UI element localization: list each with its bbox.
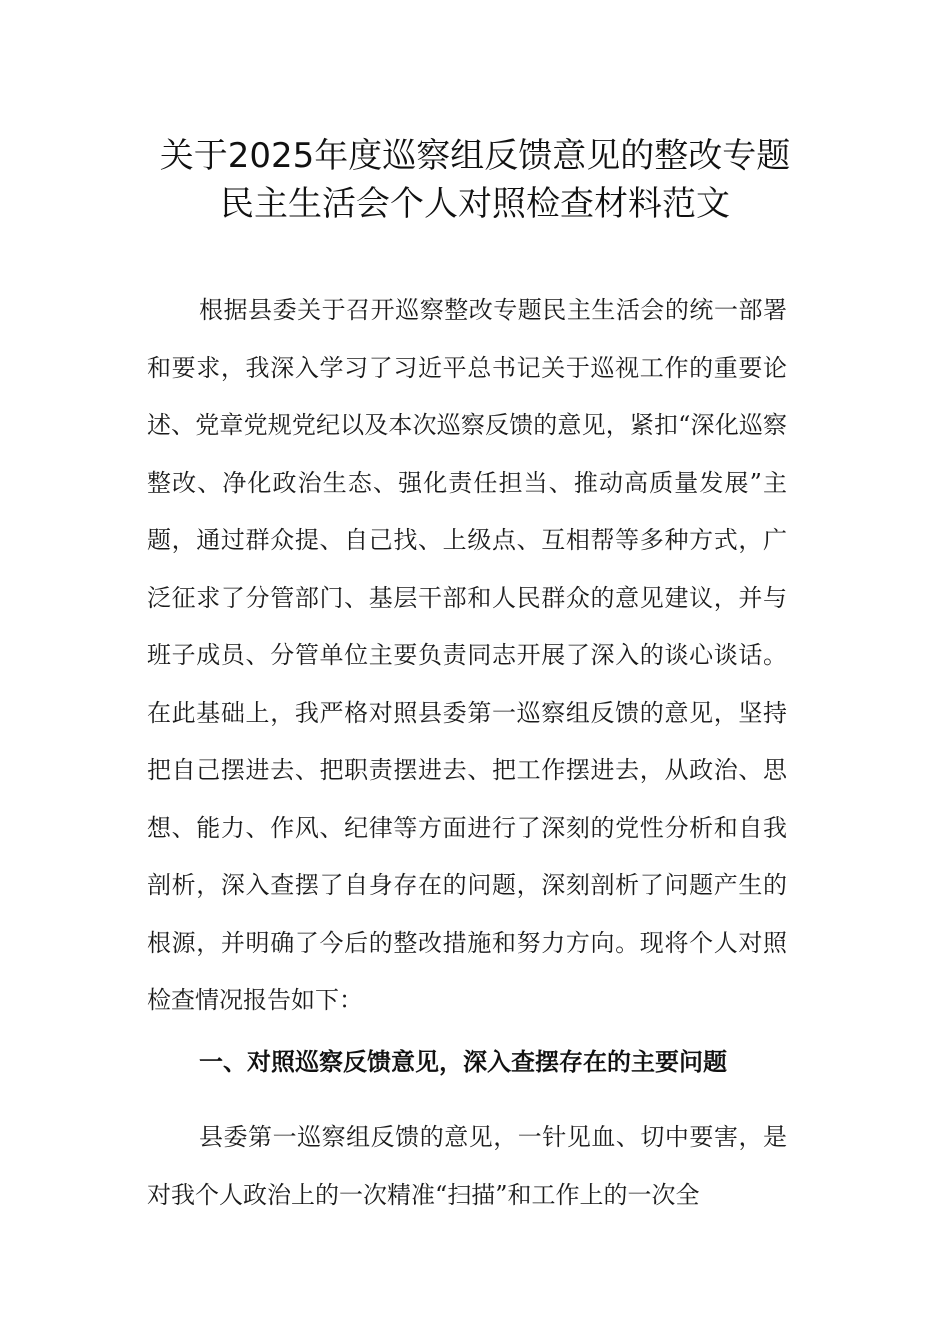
- document-title-line-1: 关于2025年度巡察组反馈意见的整改专题: [159, 136, 791, 176]
- section-heading-1: 一、对照巡察反馈意见，深入查摆存在的主要问题: [199, 1047, 727, 1076]
- intro-paragraph: 根据县委关于召开巡察整改专题民主生活会的统一部署和要求，我深入学习了习近平总书记关于巡视工作的重要论述、党章党规党纪以及本次巡察反馈的意见，紧扣“深化巡察整改、净化政治生态、强化责任担当、推动高质量发展”主题，通过群众提、自己找、上级点、互相帮等多种方式，广泛征求了分管部门、基层干部和人民群众的意见建议，并与班子成员、分管单位主要负责同志开展了深入的谈心谈话。在此基础上，我严格对照县委第一巡察组反馈的意见，坚持把自己摆进去、把职责摆进去、把工作摆进去，从政治、思想、能力、作风、纪律等方面进行了深刻的党性分析和自我剖析，深入查摆了自身存在的问题，深刻剖析了问题产生的根源，并明确了今后的整改措施和努力方向。现将个人对照检查情况报告如下：: [147, 296, 787, 1014]
- document-title-line-2: 民主生活会个人对照检查材料范文: [220, 184, 730, 224]
- section-1-paragraph: 县委第一巡察组反馈的意见，一针见血、切中要害，是对我个人政治上的一次精准“扫描”和工作上的一次全: [147, 1123, 787, 1209]
